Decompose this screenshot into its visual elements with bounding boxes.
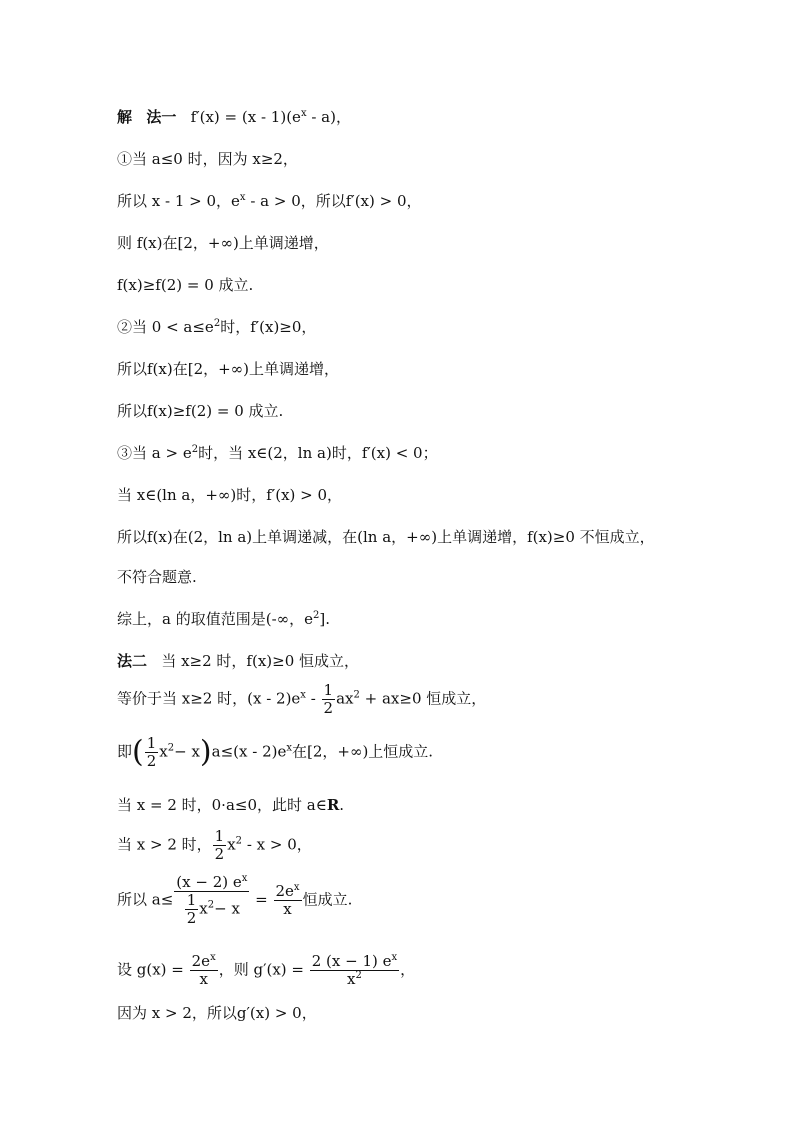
solution-label: 解 — [117, 108, 133, 126]
text-segment: 所以f(x)≥f(2) = 0 成立. — [117, 402, 284, 420]
numerator: 1 — [323, 681, 334, 699]
text-segment: 等价于当 x≥2 时，(x - 2)e — [117, 689, 301, 708]
text-segment: 恒成立. — [302, 890, 353, 909]
text-line-15 — [117, 682, 486, 717]
text-segment: ②当 0 < a≤e — [117, 318, 214, 336]
text-segment: ax — [336, 689, 354, 708]
text-line-8 — [117, 401, 283, 421]
exponent: x — [300, 689, 306, 701]
text-line-9 — [117, 443, 438, 463]
text-line-21 — [117, 1003, 317, 1023]
text-segment: − x — [174, 742, 200, 761]
fraction — [145, 735, 159, 770]
text-line-12 — [117, 567, 197, 587]
denominator: 2 — [214, 845, 225, 863]
method-two-label: 法二 — [117, 652, 148, 670]
text-segment: 2e — [191, 952, 211, 970]
text-segment: 时，f′(x)≥0， — [220, 318, 317, 336]
text-segment: - — [305, 689, 321, 708]
denominator: 2 — [186, 909, 197, 927]
exponent: 2 — [191, 444, 199, 455]
text-segment: x — [159, 742, 168, 761]
text-segment: 当 x = 2 时，0·a≤0，此时 a∈ — [117, 796, 327, 814]
text-segment: - a > 0，所以f′(x) > 0， — [245, 192, 422, 210]
exponent: x — [293, 882, 300, 893]
exponent: 2 — [235, 835, 243, 847]
text-segment: ]. — [319, 610, 331, 628]
text-segment: f(x)≥f(2) = 0 成立. — [117, 276, 254, 294]
text-line-1 — [117, 107, 351, 127]
exponent: x — [286, 742, 292, 754]
denominator: 2 — [146, 752, 157, 770]
text-segment: + ax≥0 恒成立， — [359, 689, 487, 708]
text-segment: 所以f(x)在(2，ln a)上单调递减，在(ln a，+∞)上单调递增，f(x)≥0 不恒成立， — [117, 528, 655, 546]
denominator — [174, 892, 249, 927]
denominator: 2 — [323, 699, 334, 717]
text-segment: ，则 g′(x) = — [218, 960, 309, 979]
right-paren: ) — [199, 734, 212, 770]
text-segment: 即 — [117, 742, 133, 761]
text-segment: 设 g(x) = — [117, 960, 189, 979]
numerator: 1 — [146, 734, 157, 752]
text-line-3 — [117, 191, 422, 211]
exponent: 2 — [213, 318, 221, 329]
real-numbers-symbol: R — [326, 796, 340, 814]
text-segment: 所以 a≤ — [117, 890, 174, 909]
exponent: x — [391, 952, 398, 963]
text-segment: 所以 x - 1 > 0，e — [117, 192, 240, 210]
left-paren: ( — [132, 734, 144, 770]
denominator: x — [283, 900, 292, 918]
text-line-11 — [117, 527, 655, 547]
numerator: 1 — [214, 827, 225, 845]
text-segment: a≤(x - 2)e — [211, 742, 287, 761]
text-segment: - x > 0， — [242, 835, 312, 854]
fraction — [310, 953, 399, 988]
text-line-6 — [117, 317, 316, 337]
numerator: 1 — [186, 891, 197, 909]
text-segment: 在[2，+∞)上恒成立. — [291, 742, 434, 761]
exponent: 2 — [207, 899, 215, 911]
text-line-2 — [117, 149, 298, 169]
text-segment: 时，当 x∈(2，ln a)时，f′(x) < 0； — [198, 444, 438, 462]
text-line-14 — [117, 651, 359, 671]
text-line-18 — [117, 828, 312, 863]
text-line-10 — [117, 485, 342, 505]
text-segment: 所以f(x)在[2，+∞)上单调递增， — [117, 360, 340, 378]
fraction — [213, 828, 227, 863]
text-line-4 — [117, 233, 329, 253]
denominator: x — [199, 970, 208, 988]
method-one-label: 法一 — [146, 108, 177, 126]
text-line-16 — [117, 735, 433, 770]
exponent: x — [241, 873, 248, 884]
fraction — [274, 883, 302, 918]
text-segment: 当 x≥2 时，f(x)≥0 恒成立， — [161, 652, 360, 670]
fraction — [185, 892, 199, 927]
exponent: 2 — [355, 970, 362, 981]
exponent: 2 — [313, 610, 320, 621]
numerator — [310, 953, 399, 971]
text-segment: 不符合题意. — [117, 568, 197, 586]
text-line-20 — [117, 953, 415, 988]
exponent: x — [300, 108, 307, 119]
fraction — [190, 953, 218, 988]
text-segment: 因为 x > 2，所以g′(x) > 0， — [117, 1004, 317, 1022]
exponent: x — [239, 192, 246, 203]
fraction — [322, 682, 336, 717]
exponent: 2 — [167, 742, 175, 754]
text-line-5 — [117, 275, 253, 295]
derivative-expression: f′(x) = (x - 1)(e — [190, 108, 301, 126]
text-line-13 — [117, 609, 330, 629]
text-segment: ， — [400, 960, 416, 979]
case-one-text: ①当 a≤0 时，因为 x≥2， — [117, 150, 298, 168]
derivative-expression-end: - a)， — [306, 108, 351, 126]
big-fraction — [174, 874, 249, 927]
text-segment: 2e — [275, 882, 294, 900]
text-segment: 则 f(x)在[2，+∞)上单调递增， — [117, 234, 329, 252]
text-segment: x — [199, 899, 208, 918]
text-segment: . — [339, 796, 345, 814]
text-segment: 2 (x − 1) e — [311, 952, 392, 970]
numerator — [190, 953, 218, 971]
text-line-17 — [117, 795, 344, 815]
text-line-19 — [117, 874, 352, 927]
text-segment: − x — [214, 899, 240, 918]
text-segment: 当 x∈(ln a，+∞)时，f′(x) > 0， — [117, 486, 343, 504]
text-segment: ③当 a > e — [117, 444, 192, 462]
text-segment: 当 x > 2 时， — [117, 835, 212, 854]
text-segment: 综上，a 的取值范围是(-∞，e — [117, 610, 314, 628]
text-segment: x — [347, 970, 356, 988]
text-segment: = — [250, 890, 273, 909]
numerator — [274, 883, 302, 901]
text-segment: (x − 2) e — [176, 873, 242, 891]
text-segment: x — [227, 835, 236, 854]
exponent: 2 — [353, 689, 360, 701]
text-line-7 — [117, 359, 339, 379]
numerator — [174, 874, 249, 892]
exponent: x — [210, 952, 216, 963]
denominator — [310, 971, 399, 988]
